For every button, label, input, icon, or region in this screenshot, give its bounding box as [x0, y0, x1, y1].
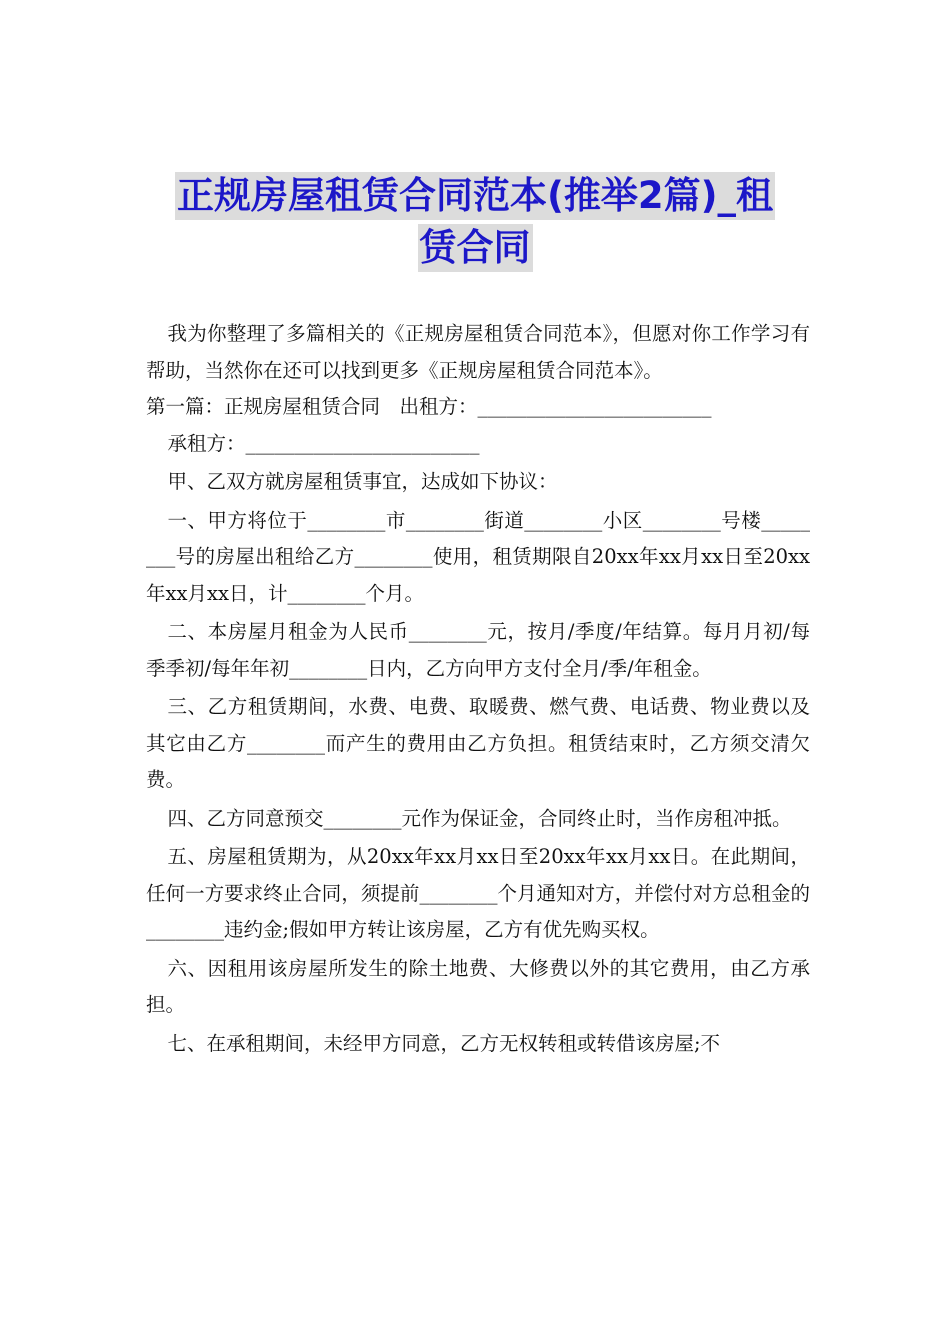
intro-paragraph: 我为你整理了多篇相关的《正规房屋租赁合同范本》，但愿对你工作学习有帮助，当然你在还可以找到更多《正规房屋租赁合同范本》。: [146, 322, 810, 382]
title-line-1: 正规房屋租赁合同范本(推举2篇)_租: [175, 172, 775, 220]
clause-1: 一、甲方将位于________市________街道________小区________号楼________号的房屋出租给乙方________使用，租赁期限自20xx年xx月xx日至20xx年xx月xx日，计________个月。: [146, 508, 810, 605]
clause-2: 二、本房屋月租金为人民币________元，按月/季度/年结算。每月月初/每季季初/每年年初________日内，乙方向甲方支付全月/季/年租金。: [146, 620, 810, 680]
first-article-heading: 第一篇：正规房屋租赁合同 出租方：________________________: [146, 395, 712, 418]
title-line-2: 赁合同: [418, 224, 533, 272]
clause-4: 四、乙方同意预交________元作为保证金，合同终止时，当作房租冲抵。: [167, 806, 792, 830]
agreement-intro: 甲、乙双方就房屋租赁事宜，达成如下协议：: [167, 470, 558, 493]
clause-6: 六、因租用该房屋所发生的除土地费、大修费以外的其它费用，由乙方承担。: [146, 956, 810, 1016]
document-title: [130, 172, 820, 276]
clause-7: 七、在承租期间，未经甲方同意，乙方无权转租或转借该房屋;不: [167, 1031, 721, 1055]
lessee-line: 承租方：________________________: [167, 431, 480, 455]
clause-3: 三、乙方租赁期间，水费、电费、取暖费、燃气费、电话费、物业费以及其它由乙方________而产生的费用由乙方负担。租赁结束时，乙方须交清欠费。: [146, 695, 810, 791]
document-body: [146, 316, 810, 1062]
clause-5: 五、房屋租赁期为，从20xx年xx月xx日至20xx年xx月xx日。在此期间，任何一方要求终止合同，须提前________个月通知对方，并偿付对方总租金的________违约金;假如甲方转让该房屋，乙方有优先购买权。: [146, 845, 810, 941]
